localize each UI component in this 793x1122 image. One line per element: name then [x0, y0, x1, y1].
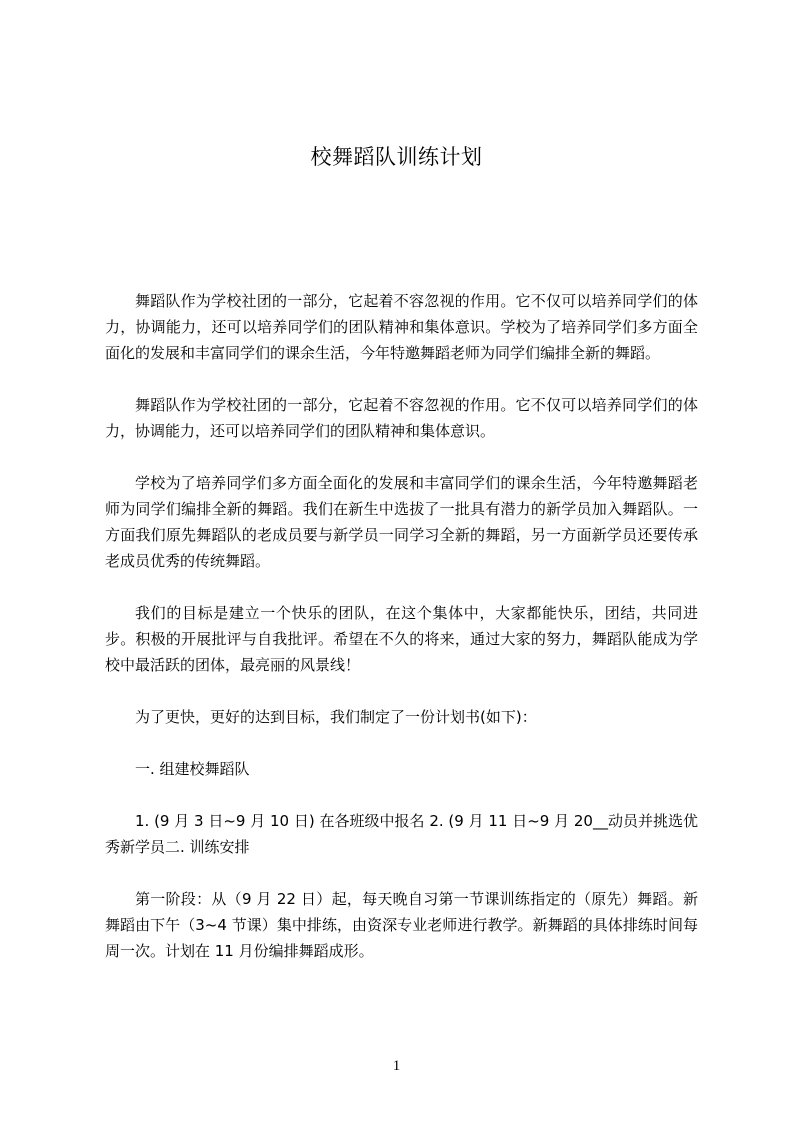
paragraph-training-stage-one: 第一阶段：从（9 月 22 日）起，每天晚自习第一节课训练指定的（原先）舞蹈。新舞蹈由下午（3~4 节课）集中排练，由资深专业老师进行教学。新舞蹈的具体排练时间每周一次。计划在 11 月份编排舞蹈成形。	[105, 890, 698, 960]
section-heading-organize-team: 一. 组建校舞蹈队	[135, 760, 250, 778]
paragraph-role: 舞蹈队作为学校社团的一部分，它起着不容忽视的作用。它不仅可以培养同学们的体力，协调能力，还可以培养同学们的团队精神和集体意识。	[105, 396, 698, 440]
page-number: 1	[392, 1058, 401, 1074]
paragraph-plan-intro: 为了更快，更好的达到目标，我们制定了一份计划书(如下)：	[135, 708, 537, 726]
document-body	[105, 288, 698, 990]
paragraph-goal: 我们的目标是建立一个快乐的团队，在这个集体中，大家都能快乐，团结，共同进步。积极的开展批评与自我批评。希望在不久的将来，通过大家的努力，舞蹈队能成为学校中最活跃的团体，最亮丽的风景线！	[105, 604, 698, 674]
paragraph-training-purpose: 学校为了培养同学们多方面全面化的发展和丰富同学们的课余生活，今年特邀舞蹈老师为同学们编排全新的舞蹈。我们在新生中选拔了一批具有潜力的新学员加入舞蹈队。一方面我们原先舞蹈队的老成员要与新学员一同学习全新的舞蹈，另一方面新学员还要传承老成员优秀的传统舞蹈。	[105, 474, 698, 570]
document-title: 校舞蹈队训练计划	[310, 145, 483, 169]
paragraph-registration-schedule: 1. (9 月 3 日~9 月 10 日) 在各班级中报名 2. (9 月 11 日~9 月 20__动员并挑选优秀新学员二. 训练安排	[105, 812, 698, 856]
paragraph-intro: 舞蹈队作为学校社团的一部分，它起着不容忽视的作用。它不仅可以培养同学们的体力，协调能力，还可以培养同学们的团队精神和集体意识。学校为了培养同学们多方面全面化的发展和丰富同学们的课余生活，今年特邀舞蹈老师为同学们编排全新的舞蹈。	[105, 292, 698, 362]
